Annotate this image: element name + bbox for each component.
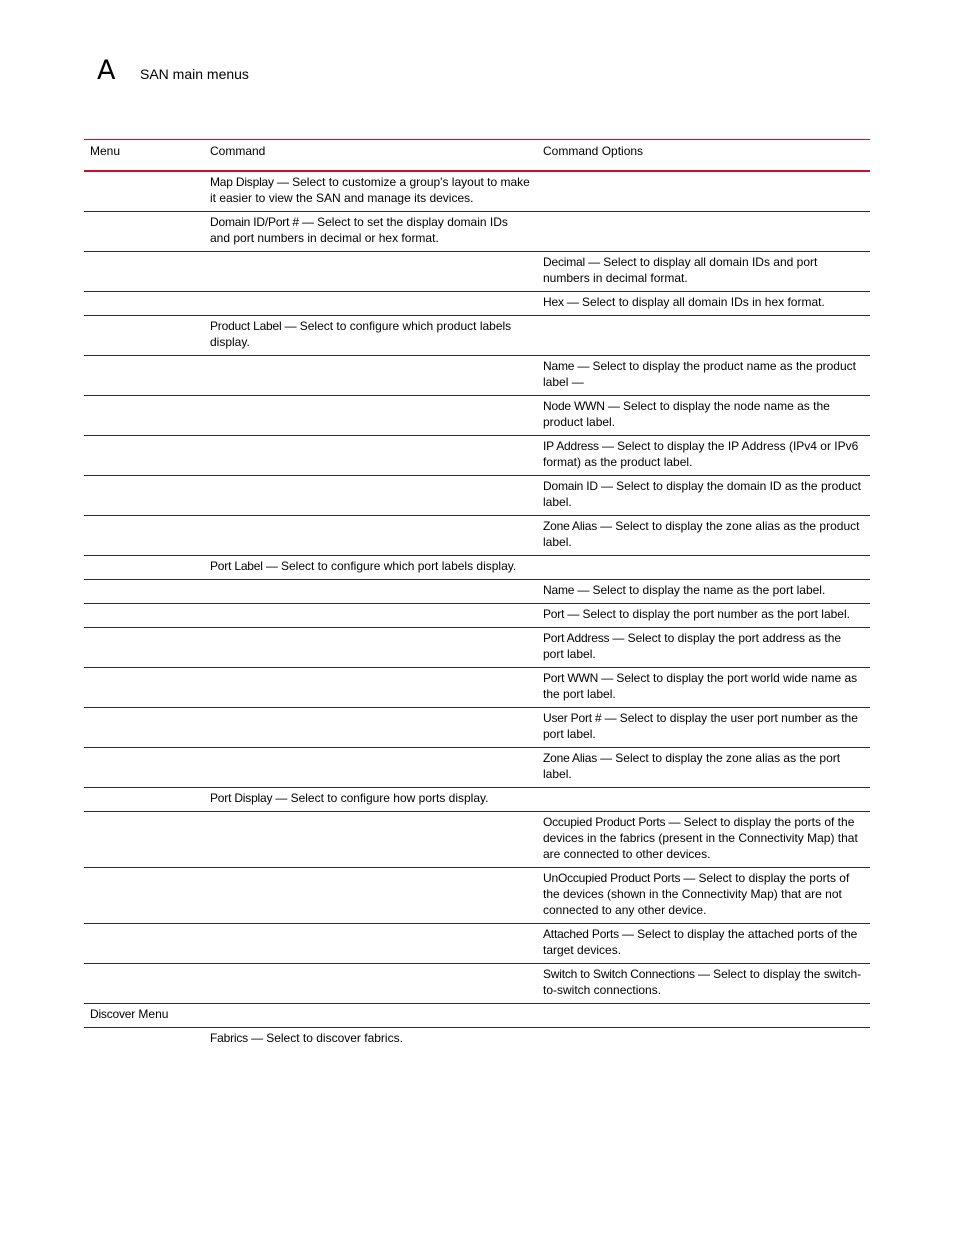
cell-command-option bbox=[537, 436, 870, 476]
term-description: Select to display the port address as the port label. bbox=[543, 631, 842, 661]
table-row bbox=[84, 356, 870, 396]
table-row bbox=[84, 604, 870, 628]
term-label: Fabrics — bbox=[210, 1031, 263, 1045]
cell-menu bbox=[84, 628, 204, 668]
cell-menu bbox=[84, 748, 204, 788]
term-description: Select to display the domain ID as the product label. bbox=[543, 479, 861, 509]
cell-menu bbox=[84, 812, 204, 868]
term-description: Select to display all domain IDs and port numbers in decimal format. bbox=[543, 255, 818, 285]
cell-menu bbox=[84, 868, 204, 924]
cell-command-option bbox=[537, 748, 870, 788]
cell-command bbox=[204, 748, 537, 788]
term-description: Select to display the node name as the product label. bbox=[543, 399, 830, 429]
cell-command-option bbox=[537, 252, 870, 292]
cell-command-option bbox=[537, 964, 870, 1004]
cell-menu bbox=[84, 476, 204, 516]
table-row bbox=[84, 396, 870, 436]
term-label: Domain ID/Port # — bbox=[210, 215, 314, 229]
cell-command-option bbox=[537, 580, 870, 604]
term-label: IP Address — bbox=[543, 439, 614, 453]
cell-command bbox=[204, 396, 537, 436]
cell-command bbox=[204, 788, 537, 812]
term-label: User Port # — bbox=[543, 711, 617, 725]
cell-command-option bbox=[537, 476, 870, 516]
cell-command-option bbox=[537, 316, 870, 356]
cell-menu bbox=[84, 924, 204, 964]
term-description: Select to display all domain IDs in hex format. bbox=[578, 295, 825, 309]
cell-command-option bbox=[537, 556, 870, 580]
table-row bbox=[84, 748, 870, 788]
table-row bbox=[84, 580, 870, 604]
term-label: Hex — bbox=[543, 295, 579, 309]
term-description: Select to configure how ports display. bbox=[287, 791, 489, 805]
cell-menu bbox=[84, 556, 204, 580]
term-description: Select to configure which port labels display. bbox=[277, 559, 517, 573]
cell-command-option bbox=[537, 171, 870, 212]
table-row bbox=[84, 476, 870, 516]
cell-menu bbox=[84, 964, 204, 1004]
cell-command bbox=[204, 604, 537, 628]
cell-command bbox=[204, 252, 537, 292]
table-row bbox=[84, 556, 870, 580]
column-header-command: Command bbox=[204, 140, 537, 172]
term-label: Attached Ports — bbox=[543, 927, 634, 941]
table-row bbox=[84, 292, 870, 316]
cell-menu bbox=[84, 580, 204, 604]
cell-command-option bbox=[537, 924, 870, 964]
cell-menu bbox=[84, 668, 204, 708]
term-description: Select to display the IP Address (IPv4 or IPv6 format) as the product label. bbox=[543, 439, 859, 469]
chapter-letter: A bbox=[97, 55, 116, 86]
cell-menu bbox=[84, 252, 204, 292]
cell-command-option bbox=[537, 628, 870, 668]
cell-command bbox=[204, 356, 537, 396]
table-row bbox=[84, 668, 870, 708]
cell-command-option bbox=[537, 1004, 870, 1028]
table-row bbox=[84, 316, 870, 356]
term-description: Select to set the display domain IDs and port numbers in decimal or hex format. bbox=[210, 215, 508, 245]
cell-command bbox=[204, 580, 537, 604]
term-label: Port WWN — bbox=[543, 671, 613, 685]
cell-command bbox=[204, 476, 537, 516]
table-row bbox=[84, 171, 870, 212]
cell-command bbox=[204, 171, 537, 212]
cell-menu bbox=[84, 316, 204, 356]
cell-command bbox=[204, 628, 537, 668]
cell-menu bbox=[84, 171, 204, 212]
table-row bbox=[84, 212, 870, 252]
term-label: Occupied Product Ports — bbox=[543, 815, 681, 829]
term-description: Select to display the port number as the port label. bbox=[579, 607, 850, 621]
cell-command bbox=[204, 868, 537, 924]
table-row bbox=[84, 516, 870, 556]
table-header-row bbox=[84, 140, 870, 172]
column-header-command-options: Command Options bbox=[537, 140, 870, 172]
table-row bbox=[84, 1028, 870, 1052]
cell-command-option bbox=[537, 396, 870, 436]
table-row bbox=[84, 964, 870, 1004]
term-label: Port — bbox=[543, 607, 580, 621]
cell-menu bbox=[84, 788, 204, 812]
term-label: Map Display — bbox=[210, 175, 289, 189]
table-row bbox=[84, 924, 870, 964]
table-row bbox=[84, 1004, 870, 1028]
term-label: Name — bbox=[543, 359, 590, 373]
term-description: Select to display the switch-to-switch connections. bbox=[543, 967, 862, 997]
table-row bbox=[84, 788, 870, 812]
cell-menu bbox=[84, 436, 204, 476]
cell-command-option bbox=[537, 292, 870, 316]
term-label: Name — bbox=[543, 583, 590, 597]
term-description: Select to display the attached ports of the target devices. bbox=[543, 927, 858, 957]
term-label: Switch to Switch Connections — bbox=[543, 967, 710, 981]
cell-command-option bbox=[537, 812, 870, 868]
cell-command bbox=[204, 708, 537, 748]
term-label: Node WWN — bbox=[543, 399, 620, 413]
term-label: Decimal — bbox=[543, 255, 600, 269]
cell-menu bbox=[84, 212, 204, 252]
cell-menu bbox=[84, 708, 204, 748]
term-label: UnOccupied Product Ports — bbox=[543, 871, 696, 885]
table-body bbox=[84, 171, 870, 1051]
term-description: Menu bbox=[135, 1007, 169, 1021]
term-label: Port Address — bbox=[543, 631, 625, 645]
column-header-menu: Menu bbox=[84, 140, 204, 172]
term-label: Port Label — bbox=[210, 559, 278, 573]
cell-command bbox=[204, 668, 537, 708]
table-row bbox=[84, 436, 870, 476]
cell-command bbox=[204, 556, 537, 580]
term-label: Domain ID — bbox=[543, 479, 613, 493]
cell-command bbox=[204, 924, 537, 964]
term-description: Select to display the zone alias as the port label. bbox=[543, 751, 841, 781]
cell-command-option bbox=[537, 868, 870, 924]
cell-command bbox=[204, 292, 537, 316]
term-description: Select to discover fabrics. bbox=[262, 1031, 403, 1045]
term-description: Select to display the user port number as the port label. bbox=[543, 711, 858, 741]
term-label: Discover bbox=[90, 1007, 136, 1021]
table-row bbox=[84, 252, 870, 292]
term-label: Zone Alias — bbox=[543, 519, 612, 533]
table-row bbox=[84, 868, 870, 924]
cell-command bbox=[204, 212, 537, 252]
cell-command bbox=[204, 316, 537, 356]
cell-command bbox=[204, 964, 537, 1004]
cell-command bbox=[204, 1004, 537, 1028]
cell-menu bbox=[84, 1028, 204, 1052]
cell-command-option bbox=[537, 356, 870, 396]
term-description: Select to display the zone alias as the product label. bbox=[543, 519, 860, 549]
term-description: Select to configure which product labels display. bbox=[210, 319, 512, 349]
term-label: Port Display — bbox=[210, 791, 288, 805]
cell-command-option bbox=[537, 516, 870, 556]
cell-command bbox=[204, 1028, 537, 1052]
cell-command-option bbox=[537, 708, 870, 748]
table-row bbox=[84, 708, 870, 748]
term-description: Select to display the port world wide name as the port label. bbox=[543, 671, 858, 701]
table-row bbox=[84, 812, 870, 868]
term-label: Product Label — bbox=[210, 319, 297, 333]
term-description: Select to display the name as the port label. bbox=[589, 583, 826, 597]
term-description: Select to display the ports of the devices (shown in the Connectivity Map) that are not connected to any other device. bbox=[543, 871, 850, 917]
term-description: Select to customize a group's layout to make it easier to view the SAN and manage its devices. bbox=[210, 175, 530, 205]
cell-menu bbox=[84, 1004, 204, 1028]
term-label: Zone Alias — bbox=[543, 751, 612, 765]
cell-command-option bbox=[537, 212, 870, 252]
menu-command-table bbox=[84, 139, 870, 1051]
cell-command bbox=[204, 516, 537, 556]
cell-command-option bbox=[537, 1028, 870, 1052]
cell-menu bbox=[84, 396, 204, 436]
cell-menu bbox=[84, 516, 204, 556]
cell-command bbox=[204, 812, 537, 868]
cell-command bbox=[204, 436, 537, 476]
chapter-title: SAN main menus bbox=[140, 66, 249, 82]
table-row bbox=[84, 628, 870, 668]
cell-menu bbox=[84, 356, 204, 396]
term-description: Select to display the product name as the product label — bbox=[543, 359, 856, 389]
cell-command-option bbox=[537, 604, 870, 628]
cell-menu bbox=[84, 604, 204, 628]
term-description: Select to display the ports of the devices in the fabrics (present in the Connectivity Map) that are connected to other devices. bbox=[543, 815, 858, 861]
cell-command-option bbox=[537, 788, 870, 812]
cell-menu bbox=[84, 292, 204, 316]
cell-command-option bbox=[537, 668, 870, 708]
